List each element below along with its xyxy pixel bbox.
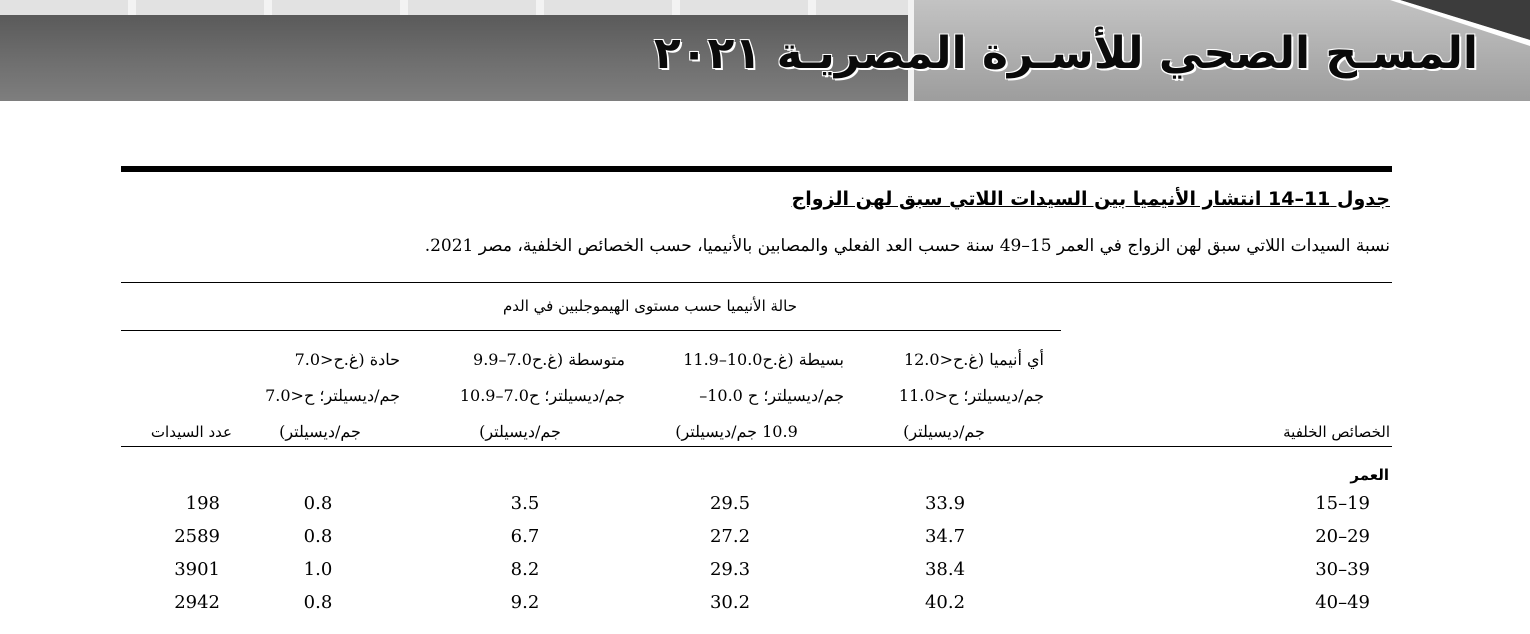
row-label: 15–19 — [1315, 493, 1370, 514]
cell-severe: 0.8 — [303, 592, 333, 613]
table-row — [0, 592, 1530, 624]
col-header-mild-line1: بسيطة (غ.ح10.0–11.9 — [683, 350, 844, 369]
row-label: 40–49 — [1315, 592, 1370, 613]
cell-count: 198 — [185, 493, 220, 514]
cell-moderate: 6.7 — [510, 526, 540, 547]
header-rule-top — [121, 282, 1392, 283]
anemia-group-header: حالة الأنيميا حسب مستوى الهيموجلبين في الدم — [503, 297, 797, 315]
thick-top-rule — [121, 166, 1392, 172]
cell-severe: 1.0 — [303, 559, 333, 580]
col-header-severe — [240, 342, 400, 450]
col-header-mild — [629, 342, 844, 450]
cell-any: 34.7 — [924, 526, 966, 547]
table-row — [0, 559, 1530, 591]
col-header-any-line1: أي أنيميا (غ.ح<12.0 — [903, 350, 1044, 369]
col-header-severe-line2: جم/ديسيلتر؛ ح<7.0 — [265, 386, 400, 405]
table-row — [0, 526, 1530, 558]
cell-count: 3901 — [174, 559, 220, 580]
cell-count: 2942 — [174, 592, 220, 613]
col-header-moderate-line3: جم/ديسيلتر) — [479, 422, 561, 441]
table-row — [0, 493, 1530, 525]
survey-title: المسـح الصحي للأسـرة المصريـة ٢٠٢١ — [653, 28, 1478, 79]
col-header-moderate-line1: متوسطة (غ.ح7.0–9.9 — [473, 350, 625, 369]
cell-count: 2589 — [174, 526, 220, 547]
table-title: جدول 11–14 انتشار الأنيميا بين السيدات اللاتي سبق لهن الزواج — [791, 188, 1390, 210]
cell-mild: 27.2 — [709, 526, 751, 547]
col-header-severe-line3: جم/ديسيلتر) — [279, 422, 361, 441]
col-header-background: الخصائص الخلفية — [1283, 423, 1390, 441]
col-header-any-line3: جم/ديسيلتر) — [903, 422, 985, 441]
cell-moderate: 3.5 — [510, 493, 540, 514]
table-subtitle: نسبة السيدات اللاتي سبق لهن الزواج في العمر 15–49 سنة حسب العد الفعلي والمصابين بالأنيميا، حسب الخصائص الخلفية، مصر 2021. — [424, 236, 1390, 256]
cell-any: 33.9 — [924, 493, 966, 514]
row-label: 30–39 — [1315, 559, 1370, 580]
cell-severe: 0.8 — [303, 493, 333, 514]
cell-mild: 29.5 — [709, 493, 751, 514]
row-label: 20–29 — [1315, 526, 1370, 547]
cell-any: 40.2 — [924, 592, 966, 613]
col-header-moderate-line2: جم/ديسيلتر؛ ح7.0–10.9 — [459, 386, 625, 405]
col-header-any-anemia — [844, 342, 1044, 450]
col-header-any-line2: جم/ديسيلتر؛ ح<11.0 — [898, 386, 1044, 405]
group-header-rule — [121, 330, 1061, 331]
col-header-mild-line3: 10.9 جم/ديسيلتر) — [675, 422, 798, 441]
col-header-moderate — [415, 342, 625, 450]
col-header-count: عدد السيدات — [150, 423, 232, 441]
cell-mild: 29.3 — [709, 559, 751, 580]
cell-moderate: 8.2 — [510, 559, 540, 580]
cell-moderate: 9.2 — [510, 592, 540, 613]
section-label-age: العمر — [1350, 466, 1389, 484]
col-header-mild-line2: جم/ديسيلتر؛ ح 10.0– — [699, 386, 844, 405]
col-header-severe-line1: حادة (غ.ح<7.0 — [294, 350, 400, 369]
cell-any: 38.4 — [924, 559, 966, 580]
cell-mild: 30.2 — [709, 592, 751, 613]
cell-severe: 0.8 — [303, 526, 333, 547]
